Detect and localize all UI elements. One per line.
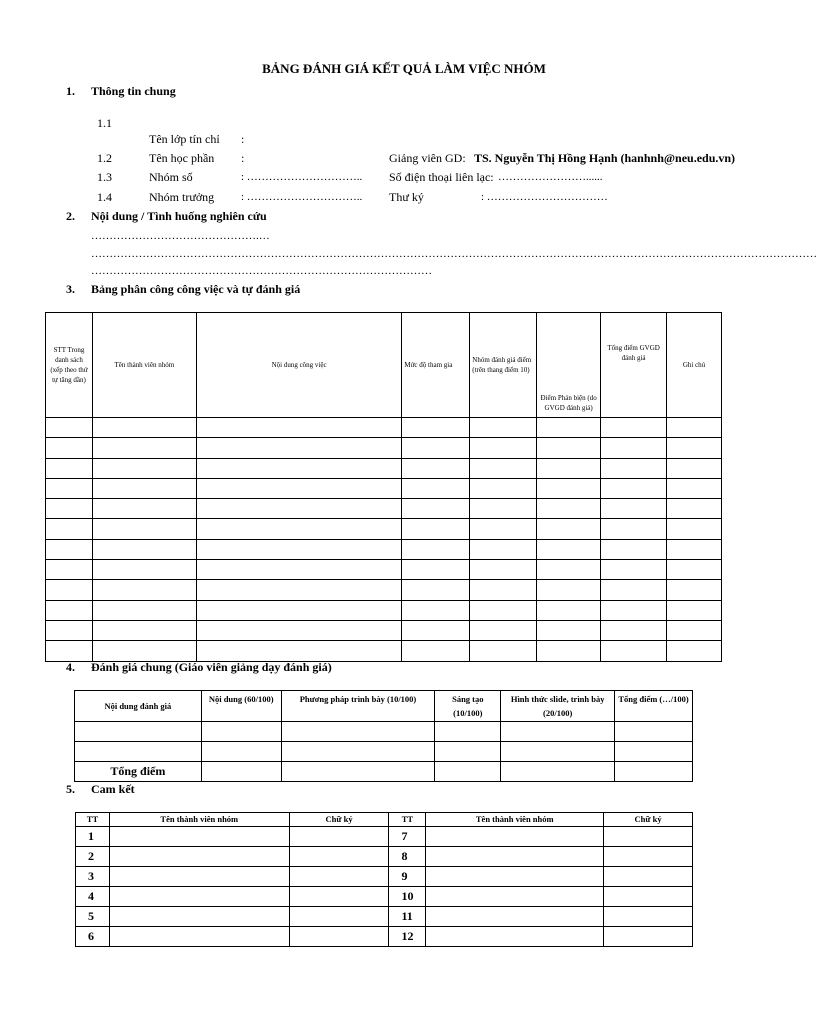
- assignment-cell: [667, 418, 722, 438]
- research-line-1: ……………………………………….…: [91, 230, 270, 242]
- section-5-heading: Cam kết: [91, 782, 135, 796]
- commit-signature-right: [604, 867, 693, 887]
- commit-number-right: 7: [389, 827, 426, 847]
- work-assignment-table: [45, 312, 722, 662]
- assignment-cell: [537, 478, 601, 498]
- assignment-cell: [667, 641, 722, 661]
- assignment-cell: [470, 438, 537, 458]
- group-leader-label: Nhóm trưởng: [149, 190, 215, 204]
- assignment-row: [46, 600, 722, 620]
- section-4-heading: Đánh giá chung (Giáo viên giảng dạy đánh giá): [91, 660, 332, 674]
- assignment-cell: [92, 519, 196, 539]
- assignment-cell: [92, 438, 196, 458]
- col-header-member-name: Tên thành viên nhóm: [92, 313, 196, 418]
- assignment-cell: [46, 580, 93, 600]
- commit-number-right: 9: [389, 867, 426, 887]
- assignment-cell: [601, 620, 667, 640]
- commit-signature-left: [289, 827, 389, 847]
- assignment-cell: [667, 478, 722, 498]
- assignment-cell: [537, 539, 601, 559]
- assignment-row: [46, 458, 722, 478]
- assignment-cell: [601, 418, 667, 438]
- commit-name-left: [109, 867, 289, 887]
- assignment-row: [46, 519, 722, 539]
- document-title: BẢNG ĐÁNH GIÁ KẾT QUẢ LÀM VIỆC NHÓM: [262, 61, 546, 76]
- assignment-cell: [92, 560, 196, 580]
- assignment-cell: [470, 519, 537, 539]
- group-leader-field: : …………………………..: [241, 191, 363, 203]
- assignment-cell: [196, 620, 402, 640]
- secretary-field: : ……………………………: [481, 191, 608, 203]
- commit-signature-left: [289, 887, 389, 907]
- assignment-cell: [537, 580, 601, 600]
- col-header-review-score: Điểm Phản biện (do GVGD đánh giá): [537, 313, 601, 418]
- assignment-cell: [470, 418, 537, 438]
- commitment-table: [75, 812, 693, 947]
- assignment-cell: [667, 519, 722, 539]
- commit-name-right: [426, 907, 604, 927]
- assignment-cell: [667, 580, 722, 600]
- eval-header-creativity: Sáng tạo (10/100): [435, 691, 501, 722]
- assignment-cell: [667, 438, 722, 458]
- assignment-cell: [92, 478, 196, 498]
- section-2-heading: Nội dung / Tình huống nghiên cứu: [91, 209, 267, 223]
- assignment-cell: [601, 438, 667, 458]
- assignment-cell: [537, 519, 601, 539]
- commit-signature-right: [604, 827, 693, 847]
- commit-name-left: [109, 847, 289, 867]
- commit-name-right: [426, 887, 604, 907]
- assignment-cell: [667, 499, 722, 519]
- commit-name-right: [426, 847, 604, 867]
- section-1-heading: Thông tin chung: [91, 84, 176, 98]
- assignment-cell: [537, 560, 601, 580]
- commitment-row: [76, 867, 693, 887]
- assignment-cell: [402, 560, 470, 580]
- research-line-2: ………………………………………………………………………………………………………………………………………………………………………………: [91, 248, 817, 260]
- assignment-cell: [667, 539, 722, 559]
- assignment-cell: [537, 600, 601, 620]
- assignment-cell: [46, 418, 93, 438]
- assignment-cell: [196, 600, 402, 620]
- eval-total-label: Tổng điểm: [75, 762, 202, 782]
- assignment-cell: [470, 458, 537, 478]
- assignment-cell: [601, 478, 667, 498]
- assignment-cell: [46, 519, 93, 539]
- assignment-cell: [667, 620, 722, 640]
- assignment-cell: [92, 600, 196, 620]
- assignment-cell: [46, 620, 93, 640]
- commit-name-left: [109, 927, 289, 947]
- assignment-cell: [46, 438, 93, 458]
- assignment-cell: [601, 458, 667, 478]
- assignment-cell: [667, 600, 722, 620]
- assignment-cell: [537, 641, 601, 661]
- commit-name-right: [426, 867, 604, 887]
- assignment-cell: [470, 641, 537, 661]
- eval-header-presentation: Phương pháp trình bày (10/100): [281, 691, 435, 722]
- assignment-cell: [46, 560, 93, 580]
- commit-header-tt-left: TT: [76, 813, 110, 827]
- section-5-number: 5.: [66, 782, 75, 796]
- eval-header-slides: Hình thức slide, trình bày (20/100): [501, 691, 615, 722]
- commit-name-left: [109, 907, 289, 927]
- col-header-stt: STT Trong danh sách (xếp theo thứ tự tăng dần): [46, 313, 93, 418]
- eval-total-row: [75, 762, 693, 782]
- commit-name-right: [426, 927, 604, 947]
- assignment-cell: [537, 418, 601, 438]
- lecturer-value: TS. Nguyễn Thị Hồng Hạnh (hanhnh@neu.edu.vn): [474, 151, 736, 165]
- assignment-cell: [402, 580, 470, 600]
- commit-signature-left: [289, 927, 389, 947]
- assignment-cell: [402, 600, 470, 620]
- assignment-cell: [196, 539, 402, 559]
- assignment-cell: [470, 580, 537, 600]
- assignment-cell: [196, 499, 402, 519]
- commit-number-right: 8: [389, 847, 426, 867]
- commit-header-name-right: Tên thành viên nhóm: [426, 813, 604, 827]
- section-3-heading: Bảng phân công công việc và tự đánh giá: [91, 282, 301, 296]
- overall-evaluation-table: [74, 690, 693, 782]
- assignment-cell: [470, 600, 537, 620]
- assignment-cell: [402, 418, 470, 438]
- assignment-cell: [667, 458, 722, 478]
- commit-signature-right: [604, 887, 693, 907]
- item-1-2-number: 1.2: [97, 151, 112, 165]
- eval-header-content: Nội dung (60/100): [201, 691, 281, 722]
- phone-label: Số điện thoại liên lạc:: [389, 170, 494, 184]
- assignment-cell: [196, 580, 402, 600]
- commit-number-left: 1: [76, 827, 110, 847]
- commit-number-left: 5: [76, 907, 110, 927]
- commit-header-signature-left: Chữ ký: [289, 813, 389, 827]
- item-1-3-number: 1.3: [97, 170, 112, 184]
- assignment-cell: [402, 478, 470, 498]
- commit-number-right: 10: [389, 887, 426, 907]
- assignment-cell: [402, 641, 470, 661]
- assignment-cell: [46, 600, 93, 620]
- commitment-row: [76, 827, 693, 847]
- assignment-cell: [46, 458, 93, 478]
- commit-header-tt-right: TT: [389, 813, 426, 827]
- commit-signature-left: [289, 847, 389, 867]
- assignment-cell: [601, 519, 667, 539]
- assignment-row: [46, 641, 722, 661]
- assignment-cell: [601, 580, 667, 600]
- assignment-cell: [402, 499, 470, 519]
- assignment-cell: [46, 478, 93, 498]
- commit-signature-right: [604, 907, 693, 927]
- col-header-lecturer-total: Tổng điểm GVGD đánh giá: [601, 313, 667, 418]
- commit-number-left: 3: [76, 867, 110, 887]
- assignment-cell: [92, 499, 196, 519]
- commitment-row: [76, 847, 693, 867]
- commit-signature-right: [604, 927, 693, 947]
- col-header-participation: Mức độ tham gia: [402, 313, 470, 418]
- class-name-label: Tên lớp tín chỉ: [149, 132, 220, 146]
- assignment-row: [46, 499, 722, 519]
- col-header-group-score: Nhóm đánh giá điểm (trên thang điểm 10): [470, 313, 537, 418]
- assignment-cell: [601, 499, 667, 519]
- assignment-cell: [537, 620, 601, 640]
- commit-number-right: 12: [389, 927, 426, 947]
- commit-number-left: 2: [76, 847, 110, 867]
- commit-name-right: [426, 827, 604, 847]
- section-3-number: 3.: [66, 282, 75, 296]
- commit-name-left: [109, 887, 289, 907]
- assignment-row: [46, 580, 722, 600]
- assignment-row: [46, 478, 722, 498]
- commit-number-right: 11: [389, 907, 426, 927]
- commit-signature-right: [604, 847, 693, 867]
- assignment-cell: [470, 478, 537, 498]
- class-name-colon: :: [241, 132, 245, 146]
- eval-header-criteria: Nội dung đánh giá: [75, 691, 202, 722]
- assignment-cell: [402, 458, 470, 478]
- assignment-cell: [601, 641, 667, 661]
- assignment-cell: [667, 560, 722, 580]
- assignment-cell: [196, 641, 402, 661]
- commit-header-name-left: Tên thành viên nhóm: [109, 813, 289, 827]
- assignment-cell: [92, 418, 196, 438]
- assignment-cell: [92, 580, 196, 600]
- commitment-row: [76, 927, 693, 947]
- commit-signature-left: [289, 867, 389, 887]
- phone-field: ……………………......: [498, 171, 603, 183]
- assignment-cell: [470, 539, 537, 559]
- commit-number-left: 4: [76, 887, 110, 907]
- section-2-number: 2.: [66, 209, 75, 223]
- assignment-cell: [470, 560, 537, 580]
- secretary-label: Thư ký: [389, 190, 424, 204]
- commit-header-signature-right: Chữ ký: [604, 813, 693, 827]
- assignment-cell: [470, 499, 537, 519]
- assignment-cell: [537, 438, 601, 458]
- assignment-cell: [196, 478, 402, 498]
- assignment-cell: [402, 620, 470, 640]
- commit-signature-left: [289, 907, 389, 927]
- assignment-row: [46, 560, 722, 580]
- commitment-row: [76, 907, 693, 927]
- assignment-cell: [196, 438, 402, 458]
- eval-header-total: Tổng điểm (…/100): [615, 691, 693, 722]
- assignment-cell: [196, 560, 402, 580]
- assignment-cell: [46, 499, 93, 519]
- assignment-cell: [402, 438, 470, 458]
- assignment-row: [46, 418, 722, 438]
- assignment-cell: [196, 519, 402, 539]
- lecturer-label: Giảng viên GD:: [389, 151, 466, 165]
- assignment-row: [46, 438, 722, 458]
- course-name-label: Tên học phần: [149, 151, 215, 165]
- research-line-3: …………………………………………………………………………………: [91, 265, 432, 277]
- commit-name-left: [109, 827, 289, 847]
- section-1-number: 1.: [66, 84, 75, 98]
- assignment-cell: [196, 458, 402, 478]
- assignment-cell: [537, 458, 601, 478]
- section-4-number: 4.: [66, 660, 75, 674]
- assignment-cell: [46, 539, 93, 559]
- group-number-field: : …………………………..: [241, 171, 363, 183]
- assignment-row: [46, 620, 722, 640]
- assignment-cell: [402, 539, 470, 559]
- assignment-cell: [92, 458, 196, 478]
- assignment-cell: [196, 418, 402, 438]
- eval-row: [75, 722, 693, 742]
- eval-row: [75, 742, 693, 762]
- assignment-cell: [537, 499, 601, 519]
- commit-number-left: 6: [76, 927, 110, 947]
- assignment-cell: [601, 539, 667, 559]
- assignment-cell: [46, 641, 93, 661]
- assignment-cell: [601, 560, 667, 580]
- assignment-cell: [601, 600, 667, 620]
- assignment-cell: [402, 519, 470, 539]
- item-1-4-number: 1.4: [97, 190, 112, 204]
- assignment-row: [46, 539, 722, 559]
- assignment-cell: [92, 620, 196, 640]
- col-header-notes: Ghi chú: [667, 313, 722, 418]
- col-header-task-content: Nội dung công việc: [196, 313, 402, 418]
- assignment-cell: [92, 539, 196, 559]
- group-number-label: Nhóm số: [149, 170, 193, 184]
- assignment-cell: [92, 641, 196, 661]
- assignment-cell: [470, 620, 537, 640]
- commitment-row: [76, 887, 693, 907]
- course-name-colon: :: [241, 151, 245, 165]
- item-1-1-number: 1.1: [97, 116, 112, 130]
